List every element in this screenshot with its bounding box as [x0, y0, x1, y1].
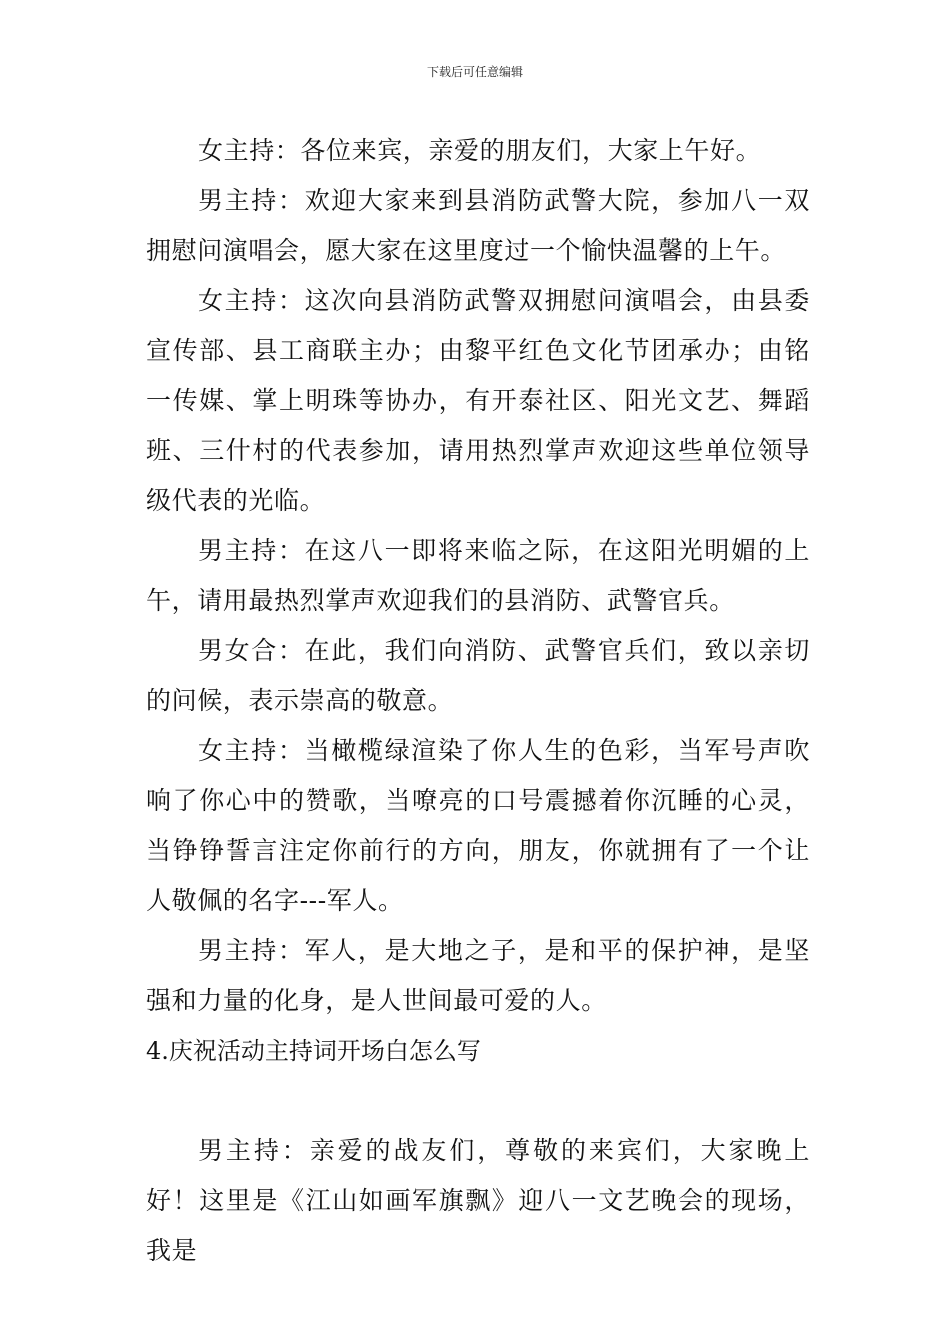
section-heading: 4.庆祝活动主持词开场白怎么写 [146, 1037, 481, 1065]
paragraph-1: 女主持：各位来宾，亲爱的朋友们，大家上午好。 [198, 136, 762, 165]
paragraph-7: 男主持：军人，是大地之子，是和平的保护神，是坚强和力量的化身，是人世间最可爱的人。 [146, 936, 810, 1015]
paragraph-6: 女主持：当橄榄绿渲染了你人生的色彩，当军号声吹响了你心中的赞歌，当嘹亮的口号震撼着你沉睡的心灵，当铮铮誓言注定你前行的方向，朋友，你就拥有了一个让人敬佩的名字---军人。 [146, 736, 810, 915]
paragraph-3: 女主持：这次向县消防武警双拥慰问演唱会，由县委宣传部、县工商联主办；由黎平红色文化节团承办；由铭一传媒、掌上明珠等协办，有开泰社区、阳光文艺、舞蹈班、三什村的代表参加，请用热烈掌声欢迎这些单位领导级代表的光临。 [146, 286, 810, 515]
paragraph-2: 男主持：欢迎大家来到县消防武警大院，参加八一双拥慰问演唱会，愿大家在这里度过一个愉快温馨的上午。 [146, 186, 810, 265]
page-header-note: 下载后可任意编辑 [426, 65, 523, 79]
paragraph-5: 男女合：在此，我们向消防、武警官兵们，致以亲切的问候，表示崇高的敬意。 [146, 636, 810, 715]
paragraph-closing: 男主持：亲爱的战友们，尊敬的来宾们，大家晚上好！这里是《江山如画军旗飘》迎八一文艺晚会的现场，我是 [146, 1136, 810, 1265]
document-body [146, 126, 810, 1276]
blank-line [146, 1076, 810, 1126]
paragraph-4: 男主持：在这八一即将来临之际，在这阳光明媚的上午，请用最热烈掌声欢迎我们的县消防、武警官兵。 [146, 536, 810, 615]
